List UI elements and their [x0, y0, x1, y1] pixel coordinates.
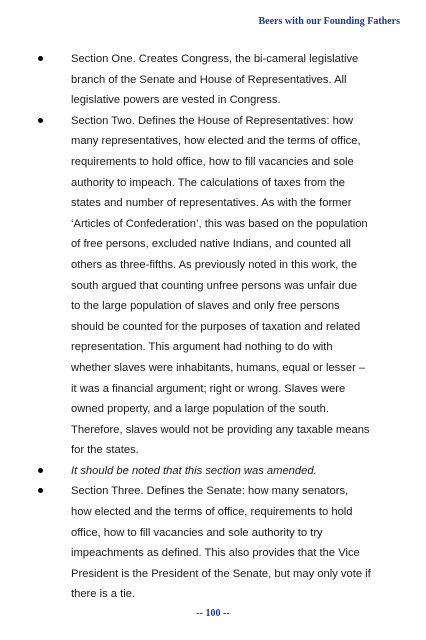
text-line: whether slaves were inhabitants, humans, equal or lesser – [71, 361, 366, 374]
bullet-text [71, 49, 368, 111]
text-line: owned property, and a large population of the south. [71, 403, 329, 416]
text-line: Section Two. Defines the House of Representatives: how [71, 114, 354, 127]
text-line: office, how to fill vacancies and sole authority to try [71, 526, 323, 539]
text-line: Section One. Creates Congress, the bi-cameral legislative [71, 53, 359, 65]
bullet-item-section-two [38, 111, 368, 461]
text-line: representation. This argument had nothing to do with [71, 341, 333, 354]
page-number: -- 100 -- [196, 608, 230, 619]
text-line: states and number of representatives. As with the former [71, 197, 352, 210]
text-line: of free persons, excluded native Indians, and counted all [71, 238, 351, 251]
bullet-text [71, 111, 368, 461]
bullet-list [38, 49, 371, 605]
bullet-text [71, 461, 368, 482]
text-line: requirements to hold office, how to fill vacancies and sole [71, 155, 354, 168]
text-line: to the large population of slaves and only free persons [71, 300, 340, 313]
bullet-icon [38, 118, 43, 123]
text-line: for the states. [71, 444, 139, 457]
text-line: It should be noted that this section was amended. [71, 464, 317, 477]
bullet-icon [38, 468, 43, 473]
text-line: others as three-fifths. As previously noted in this work, the [71, 258, 358, 271]
bullet-text [71, 481, 371, 605]
bullet-item-section-three [38, 481, 371, 605]
text-line: it was a financial argument; right or wrong. Slaves were [71, 382, 346, 395]
text-line: Therefore, slaves would not be providing any taxable means [71, 423, 370, 436]
text-line: branch of the Senate and House of Representatives. All [71, 73, 347, 86]
text-line: should be counted for the purposes of taxation and related [71, 320, 361, 333]
bullet-icon [38, 488, 43, 493]
text-line: ‘Articles of Confederation’, this was based on the population [71, 217, 368, 230]
bullet-item-section-one [38, 49, 368, 111]
text-line: south argued that counting unfree persons was unfair due [71, 279, 358, 292]
text-line: there is a tie. [71, 588, 136, 601]
running-header: Beers with our Founding Fathers [258, 16, 400, 27]
bullet-icon [38, 56, 43, 61]
text-line: President is the President of the Senate, but may only vote if [71, 567, 371, 580]
text-line: how elected and the terms of office, requirements to hold [71, 506, 353, 519]
text-line: impeachments as defined. This also provides that the Vice [71, 547, 360, 560]
text-line: legislative powers are vested in Congress. [71, 94, 281, 107]
text-line: many representatives, how elected and the terms of office, [71, 135, 361, 148]
page-body [38, 49, 371, 605]
text-line: authority to impeach. The calculations of taxes from the [71, 176, 346, 189]
bullet-item-amendment-note [38, 461, 368, 482]
text-line: Section Three. Defines the Senate: how many senators, [71, 485, 349, 498]
